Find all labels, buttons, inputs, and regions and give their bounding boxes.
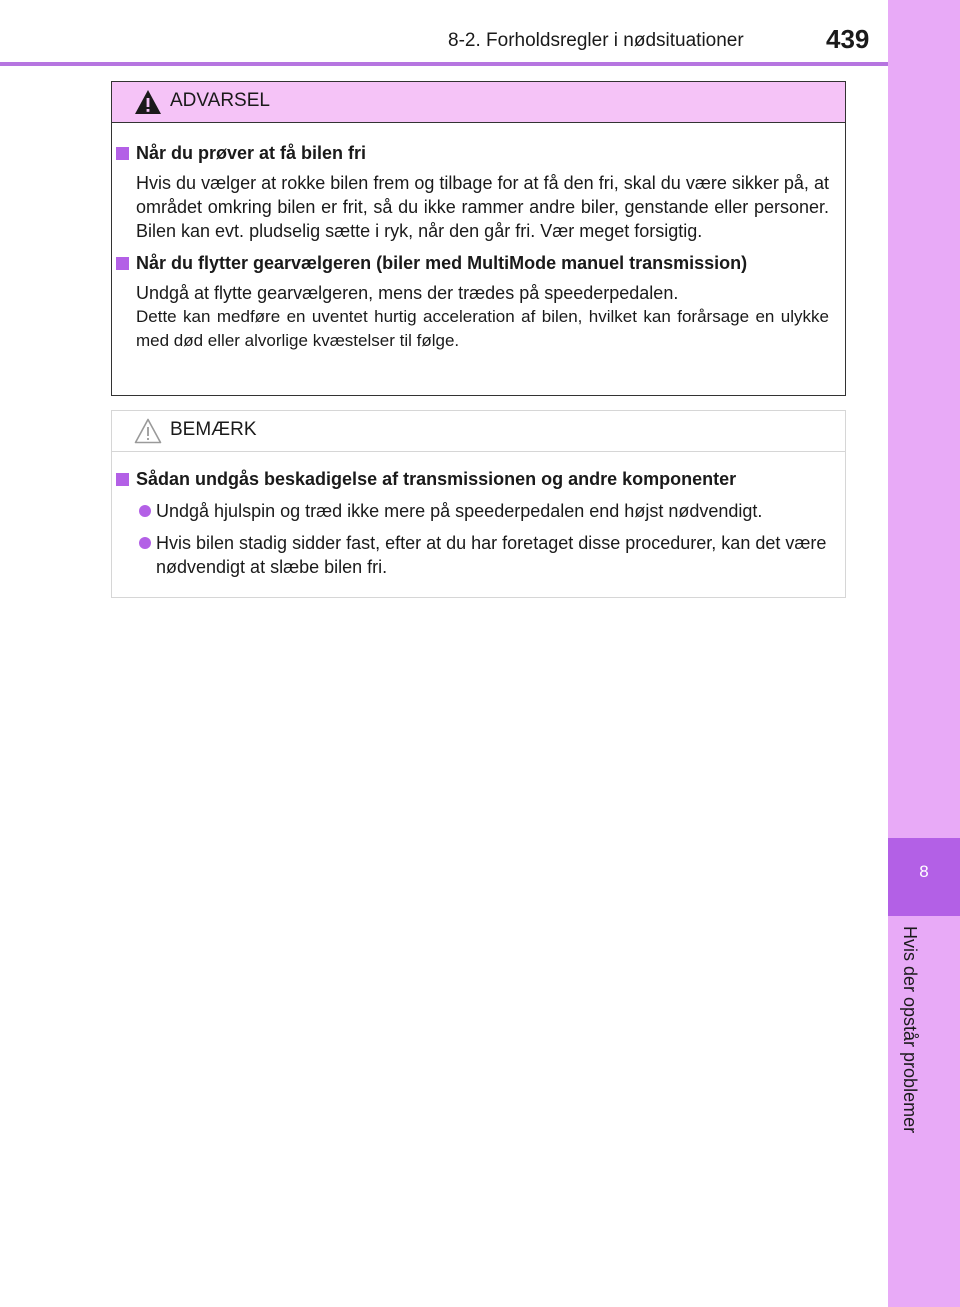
section-title: 8-2. Forholdsregler i nødsituationer: [448, 30, 744, 51]
warning-item-text: Undgå at flytte gearvælgeren, mens der trædes på speederpedalen.: [136, 283, 679, 303]
notice-bullet-text: Hvis bilen stadig sidder fast, efter at du har foretaget disse procedurer, kan det være nødvendigt at slæbe bilen fri.: [156, 533, 827, 577]
caution-triangle-icon: [133, 417, 163, 445]
round-bullet-icon: [139, 505, 151, 517]
warning-item-text: Hvis du vælger at rokke bilen frem og tilbage for at få den fri, skal du være sikker på, at området omkring bilen er frit, så du ikke rammer andre biler, genstande eller personer. Bilen kan evt. pludselig sætte i ryk, når den går fri. Vær meget forsigtig.: [136, 173, 829, 241]
notice-bullet: [136, 499, 829, 523]
square-bullet-icon: [116, 473, 129, 486]
notice-label: BEMÆRK: [170, 419, 257, 440]
header-divider: [0, 62, 888, 66]
warning-label: ADVARSEL: [170, 90, 270, 111]
warning-item-title: Når du flytter gearvælgeren (biler med MultiMode manuel transmission): [136, 253, 748, 273]
warning-item: [112, 141, 829, 243]
notice-bullet: [136, 531, 829, 579]
notice-box: [111, 410, 846, 598]
square-bullet-icon: [116, 147, 129, 160]
warning-item: [112, 251, 829, 353]
notice-header: [112, 411, 845, 452]
warning-triangle-icon: [133, 88, 163, 116]
notice-bullet-text: Undgå hjulspin og træd ikke mere på speederpedalen end højst nødvendigt.: [156, 501, 763, 521]
round-bullet-icon: [139, 537, 151, 549]
square-bullet-icon: [116, 257, 129, 270]
warning-box: [111, 81, 846, 396]
warning-item-text: Dette kan medføre en uventet hurtig acceleration af bilen, hvilket kan forårsage en ulykke med død eller alvorlige kvæstelser til følge.: [136, 307, 829, 350]
notice-item: [112, 467, 829, 579]
chapter-number: 8: [919, 862, 929, 881]
notice-item-title: Sådan undgås beskadigelse af transmissionen og andre komponenter: [136, 469, 737, 489]
page-number: 439: [826, 24, 870, 54]
warning-item-title: Når du prøver at få bilen fri: [136, 143, 367, 163]
warning-header: [112, 82, 845, 123]
chapter-title: Hvis der opstår problemer: [900, 926, 920, 1134]
